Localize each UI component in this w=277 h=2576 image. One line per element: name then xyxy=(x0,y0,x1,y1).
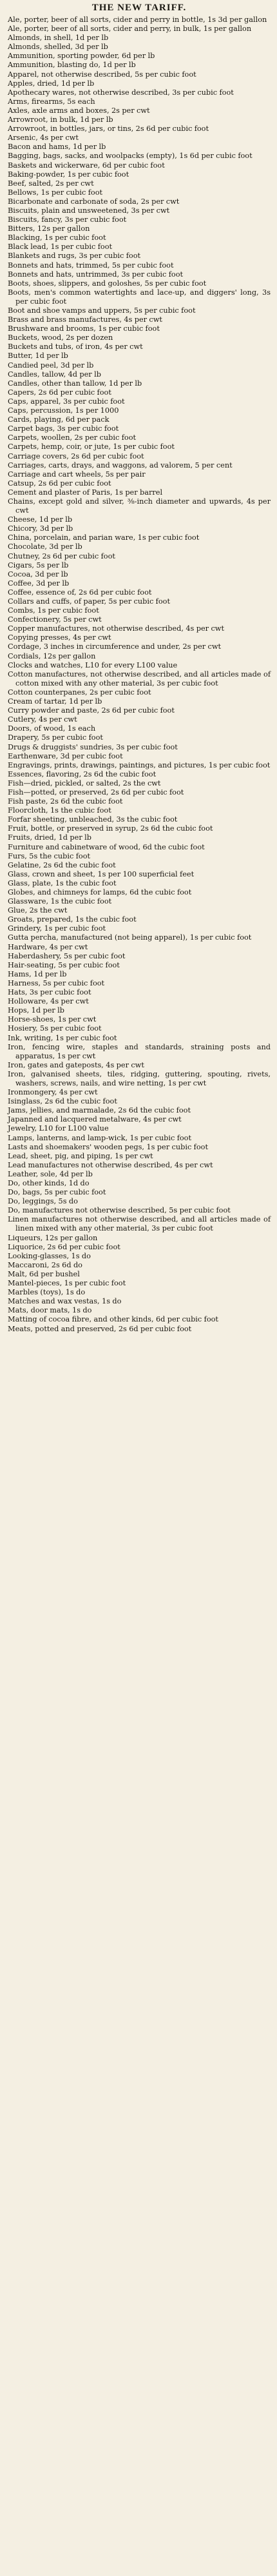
tariff-entry: Ironmongery, 4s per cwt xyxy=(8,1088,98,1097)
tariff-entry: Do, other kinds, 1d do xyxy=(8,1179,90,1187)
tariff-entry: Lead manufactures not otherwise described, 4s per cwt xyxy=(8,1160,213,1169)
tariff-entry: Beef, salted, 2s per cwt xyxy=(8,179,94,188)
tariff-entry: Brass and brass manufactures, 4s per cwt xyxy=(8,315,162,324)
tariff-entry: Blankets and rugs, 3s per cubic foot xyxy=(8,252,141,261)
tariff-entry: Bacon and hams, 1d per lb xyxy=(8,143,106,152)
tariff-entry: Lasts and shoemakers' wooden pegs, 1s per cubic foot xyxy=(8,1142,208,1151)
tariff-entry: Glassware, 1s the cubic foot xyxy=(8,897,112,906)
tariff-entry: Haberdashery, 5s per cubic foot xyxy=(8,951,126,960)
tariff-entry: Hats, 3s per cubic foot xyxy=(8,988,91,997)
tariff-entry: Cotton manufactures, not otherwise described, and all articles made of cotton mixed with any other material, 3s per cubic foot xyxy=(8,669,271,688)
tariff-entry: Curry powder and paste, 2s 6d per cubic foot xyxy=(8,706,175,715)
tariff-entry: Cordage, 3 inches in circumference and under, 2s per cwt xyxy=(8,642,222,651)
tariff-entry: Liquorice, 2s 6d per cubic foot xyxy=(8,1242,120,1251)
tariff-entry: Carriage and cart wheels, 5s per pair xyxy=(8,470,146,479)
tariff-entry: Copper manufactures, not otherwise described, 4s per cwt xyxy=(8,624,224,633)
tariff-entry: Boots, men's common watertights and lace-up, and diggers' long, 3s per cubic foot xyxy=(8,288,271,306)
tariff-entry: Black lead, 1s per cubic foot xyxy=(8,243,113,252)
tariff-entry: Hams, 1d per lb xyxy=(8,969,67,978)
tariff-entry: Biscuits, fancy, 3s per cubic foot xyxy=(8,215,127,224)
tariff-entry: Leather, sole, 4d per lb xyxy=(8,1169,93,1178)
tariff-entry: Gutta percha, manufactured (not being apparel), 1s per cubic foot xyxy=(8,933,252,942)
tariff-entry: Earthenware, 3d per cubic foot xyxy=(8,751,123,760)
tariff-entry: Fruit, bottle, or preserved in syrup, 2s 6d the cubic foot xyxy=(8,824,213,833)
tariff-entry: Capers, 2s 6d per cubic foot xyxy=(8,388,111,397)
tariff-entry: Mantel-pieces, 1s per cubic foot xyxy=(8,1279,126,1288)
tariff-entry: Almonds, shelled, 3d per lb xyxy=(8,43,108,52)
tariff-entry: Arrowroot, in bottles, jars, or tins, 2s 6d per cubic foot xyxy=(8,124,209,134)
tariff-entry: Iron, gates and gateposts, 4s per cwt xyxy=(8,1060,144,1069)
tariff-entry: Gelatine, 2s 6d the cubic foot xyxy=(8,860,116,869)
tariff-entry: Clocks and watches, L10 for every L100 value xyxy=(8,660,178,669)
tariff-entry: Bonnets and hats, untrimmed, 3s per cubic foot xyxy=(8,270,184,279)
tariff-entry: Malt, 6d per bushel xyxy=(8,1269,80,1278)
tariff-entry: Essences, flavoring, 2s 6d the cubic foot xyxy=(8,769,157,778)
tariff-entry: Maccaroni, 2s 6d do xyxy=(8,1260,82,1269)
tariff-entry: Japanned and lacquered metalware, 4s per cwt xyxy=(8,1115,182,1124)
tariff-entry: Bellows, 1s per cubic foot xyxy=(8,188,103,197)
tariff-entry: Furs, 5s the cubic foot xyxy=(8,851,91,860)
tariff-entry: Combs, 1s per cubic foot xyxy=(8,606,99,615)
tariff-entry: Do, manufactures not otherwise described, 5s per cubic foot xyxy=(8,1206,231,1215)
tariff-entry: Cotton counterpanes, 2s per cubic foot xyxy=(8,688,151,697)
tariff-entry: Butter, 1d per lb xyxy=(8,352,68,361)
tariff-entry: Ammunition, blasting do, 1d per lb xyxy=(8,61,136,70)
tariff-entry: Carriage covers, 2s 6d per cubic foot xyxy=(8,451,144,461)
tariff-entry: Furniture and cabinetware of wood, 6d the cubic foot xyxy=(8,842,205,851)
tariff-entry: Engravings, prints, drawings, paintings, and pictures, 1s per cubic foot xyxy=(8,760,271,769)
tariff-entry: Cards, playing, 6d per pack xyxy=(8,415,110,424)
tariff-entry: Candles, other than tallow, 1d per lb xyxy=(8,379,142,388)
tariff-entry: Do, bags, 5s per cubic foot xyxy=(8,1188,106,1197)
tariff-entry: Biscuits, plain and unsweetened, 3s per cwt xyxy=(8,206,170,215)
tariff-entry: Axles, axle arms and boxes, 2s per cwt xyxy=(8,106,150,115)
tariff-entry: Brushware and brooms, 1s per cubic foot xyxy=(8,324,160,333)
tariff-entry: Drapery, 5s per cubic foot xyxy=(8,733,103,742)
tariff-entry: Marbles (toys), 1s do xyxy=(8,1288,86,1297)
tariff-entry: China, porcelain, and parian ware, 1s per cubic foot xyxy=(8,533,200,542)
tariff-entry: Catsup, 2s 6d per cubic foot xyxy=(8,479,111,488)
tariff-entry: Fish—potted, or preserved, 2s 6d per cubic foot xyxy=(8,788,184,797)
tariff-list xyxy=(8,15,271,1334)
tariff-entry: Ale, porter, beer of all sorts, cider and perry in bottle, 1s 3d per gallon xyxy=(8,15,267,24)
tariff-entry: Lead, sheet, pig, and piping, 1s per cwt xyxy=(8,1151,153,1160)
tariff-entry: Ale, porter, beer of all sorts, cider and perry, in bulk, 1s per gallon xyxy=(8,25,252,34)
tariff-entry: Glass, plate, 1s the cubic foot xyxy=(8,878,117,887)
tariff-entry: Boot and shoe vamps and uppers, 5s per cubic foot xyxy=(8,306,196,315)
tariff-entry: Copying presses, 4s per cwt xyxy=(8,633,111,642)
tariff-entry: Confectionery, 5s per cwt xyxy=(8,615,102,624)
tariff-entry: Forfar sheeting, unbleached, 3s the cubic foot xyxy=(8,815,178,824)
tariff-entry: Iron, fencing wire, staples and standards, straining posts and apparatus, 1s per cwt xyxy=(8,1042,271,1060)
tariff-entry: Blacking, 1s per cubic foot xyxy=(8,233,106,243)
tariff-entry: Carpets, woollen, 2s per cubic foot xyxy=(8,433,137,442)
tariff-entry: Liqueurs, 12s per gallon xyxy=(8,1233,98,1242)
tariff-entry: Baking-powder, 1s per cubic foot xyxy=(8,170,129,179)
tariff-entry: Jewelry, L10 for L100 value xyxy=(8,1124,109,1133)
tariff-entry: Bonnets and hats, trimmed, 5s per cubic foot xyxy=(8,261,174,270)
tariff-entry: Hardware, 4s per cwt xyxy=(8,942,88,951)
tariff-entry: Holloware, 4s per cwt xyxy=(8,997,89,1006)
tariff-entry: Iron, galvanised sheets, tiles, ridging, guttering, spouting, rivets, washers, screws, nails, and wire netting, 1s per cwt xyxy=(8,1069,271,1087)
tariff-entry: Meats, potted and preserved, 2s 6d per cubic foot xyxy=(8,1324,192,1333)
tariff-entry: Fish—dried, pickled, or salted, 2s the cwt xyxy=(8,778,161,788)
tariff-entry: Hosiery, 5s per cubic foot xyxy=(8,1024,102,1033)
tariff-entry: Harness, 5s per cubic foot xyxy=(8,978,105,987)
tariff-entry: Caps, apparel, 3s per cubic foot xyxy=(8,397,125,406)
tariff-entry: Chocolate, 3d per lb xyxy=(8,542,82,551)
tariff-entry: Ammunition, sporting powder, 6d per lb xyxy=(8,52,155,61)
tariff-entry: Cheese, 1d per lb xyxy=(8,515,73,524)
tariff-entry: Isinglass, 2s 6d the cubic foot xyxy=(8,1097,117,1106)
tariff-entry: Arsenic, 4s per cwt xyxy=(8,134,79,143)
tariff-entry: Fruits, dried, 1d per lb xyxy=(8,833,91,842)
page-title: THE NEW TARIFF. xyxy=(91,3,187,13)
tariff-entry: Buckets, wood, 2s per dozen xyxy=(8,333,113,342)
tariff-entry: Drugs & druggists' sundries, 3s per cubic foot xyxy=(8,742,178,751)
tariff-entry: Horse-shoes, 1s per cwt xyxy=(8,1015,97,1024)
tariff-entry: Baskets and wickerware, 6d per cubic foot xyxy=(8,161,165,170)
tariff-entry: Bagging, bags, sacks, and woolpacks (empty), 1s 6d per cubic foot xyxy=(8,152,253,161)
tariff-entry: Arms, firearms, 5s each xyxy=(8,97,95,106)
tariff-entry: Bicarbonate and carbonate of soda, 2s per cwt xyxy=(8,197,180,206)
tariff-entry: Lamps, lanterns, and lamp-wick, 1s per cubic foot xyxy=(8,1133,192,1142)
tariff-entry: Coffee, 3d per lb xyxy=(8,579,70,588)
tariff-entry: Mats, door mats, 1s do xyxy=(8,1306,92,1315)
tariff-entry: Carpets, hemp, coir, or jute, 1s per cubic foot xyxy=(8,442,175,451)
tariff-entry: Carriages, carts, drays, and waggons, ad valorem, 5 per cent xyxy=(8,461,233,470)
tariff-entry: Ink, writing, 1s per cubic foot xyxy=(8,1033,117,1042)
tariff-entry: Cordials, 12s per gallon xyxy=(8,651,96,660)
tariff-entry: Almonds, in shell, 1d per lb xyxy=(8,34,109,43)
tariff-entry: Hair-seating, 5s per cubic foot xyxy=(8,960,120,969)
tariff-entry: Do, leggings, 5s do xyxy=(8,1197,78,1206)
tariff-entry: Fish paste, 2s 6d the cubic foot xyxy=(8,797,123,806)
tariff-entry: Coffee, essence of, 2s 6d per cubic foot xyxy=(8,588,152,597)
tariff-entry: Globes, and chimneys for lamps, 6d the cubic foot xyxy=(8,888,192,897)
tariff-entry: Bitters, 12s per gallon xyxy=(8,224,90,233)
tariff-entry: Chicory, 3d per lb xyxy=(8,524,73,533)
tariff-entry: Matches and wax vestas, 1s do xyxy=(8,1297,122,1306)
tariff-entry: Arrowroot, in bulk, 1d per lb xyxy=(8,115,113,124)
tariff-entry: Chains, except gold and silver, ⅜-inch diameter and upwards, 4s per cwt xyxy=(8,497,271,515)
tariff-entry: Groats, prepared, 1s the cubic foot xyxy=(8,915,137,924)
tariff-entry: Cutlery, 4s per cwt xyxy=(8,715,77,724)
tariff-entry: Glass, crown and sheet, 1s per 100 superficial feet xyxy=(8,869,195,878)
tariff-entry: Collars and cuffs, of paper, 5s per cubic foot xyxy=(8,597,171,606)
tariff-entry: Linen manufactures not otherwise described, and all articles made of linen mixed with any other material, 3s per cubic foot xyxy=(8,1215,271,1233)
tariff-entry: Apparel, not otherwise described, 5s per cubic foot xyxy=(8,70,196,79)
tariff-entry: Glue, 2s the cwt xyxy=(8,906,68,915)
tariff-entry: Jams, jellies, and marmalade, 2s 6d the cubic foot xyxy=(8,1106,191,1115)
tariff-entry: Hops, 1d per lb xyxy=(8,1006,65,1015)
tariff-entry: Chutney, 2s 6d per cubic foot xyxy=(8,551,115,560)
tariff-entry: Cream of tartar, 1d per lb xyxy=(8,697,102,706)
tariff-entry: Carpet bags, 3s per cubic foot xyxy=(8,424,119,433)
tariff-entry: Candied peel, 3d per lb xyxy=(8,361,94,370)
tariff-entry: Boots, shoes, slippers, and goloshes, 5s per cubic foot xyxy=(8,279,207,288)
tariff-entry: Apothecary wares, not otherwise described, 3s per cubic foot xyxy=(8,88,234,97)
tariff-entry: Floorcloth, 1s the cubic foot xyxy=(8,806,111,815)
tariff-entry: Cigars, 5s per lb xyxy=(8,560,69,570)
tariff-entry: Cement and plaster of Paris, 1s per barrel xyxy=(8,488,163,497)
tariff-entry: Grindery, 1s per cubic foot xyxy=(8,924,106,933)
tariff-entry: Looking-glasses, 1s do xyxy=(8,1251,91,1260)
tariff-entry: Candles, tallow, 4d per lb xyxy=(8,370,101,379)
tariff-entry: Caps, percussion, 1s per 1000 xyxy=(8,406,119,415)
tariff-entry: Apples, dried, 1d per lb xyxy=(8,79,95,88)
tariff-entry: Buckets and tubs, of iron, 4s per cwt xyxy=(8,342,143,352)
tariff-entry: Matting of cocoa fibre, and other kinds, 6d per cubic foot xyxy=(8,1315,218,1324)
tariff-entry: Cocoa, 3d per lb xyxy=(8,570,68,579)
tariff-entry: Doors, of wood, 1s each xyxy=(8,724,96,733)
